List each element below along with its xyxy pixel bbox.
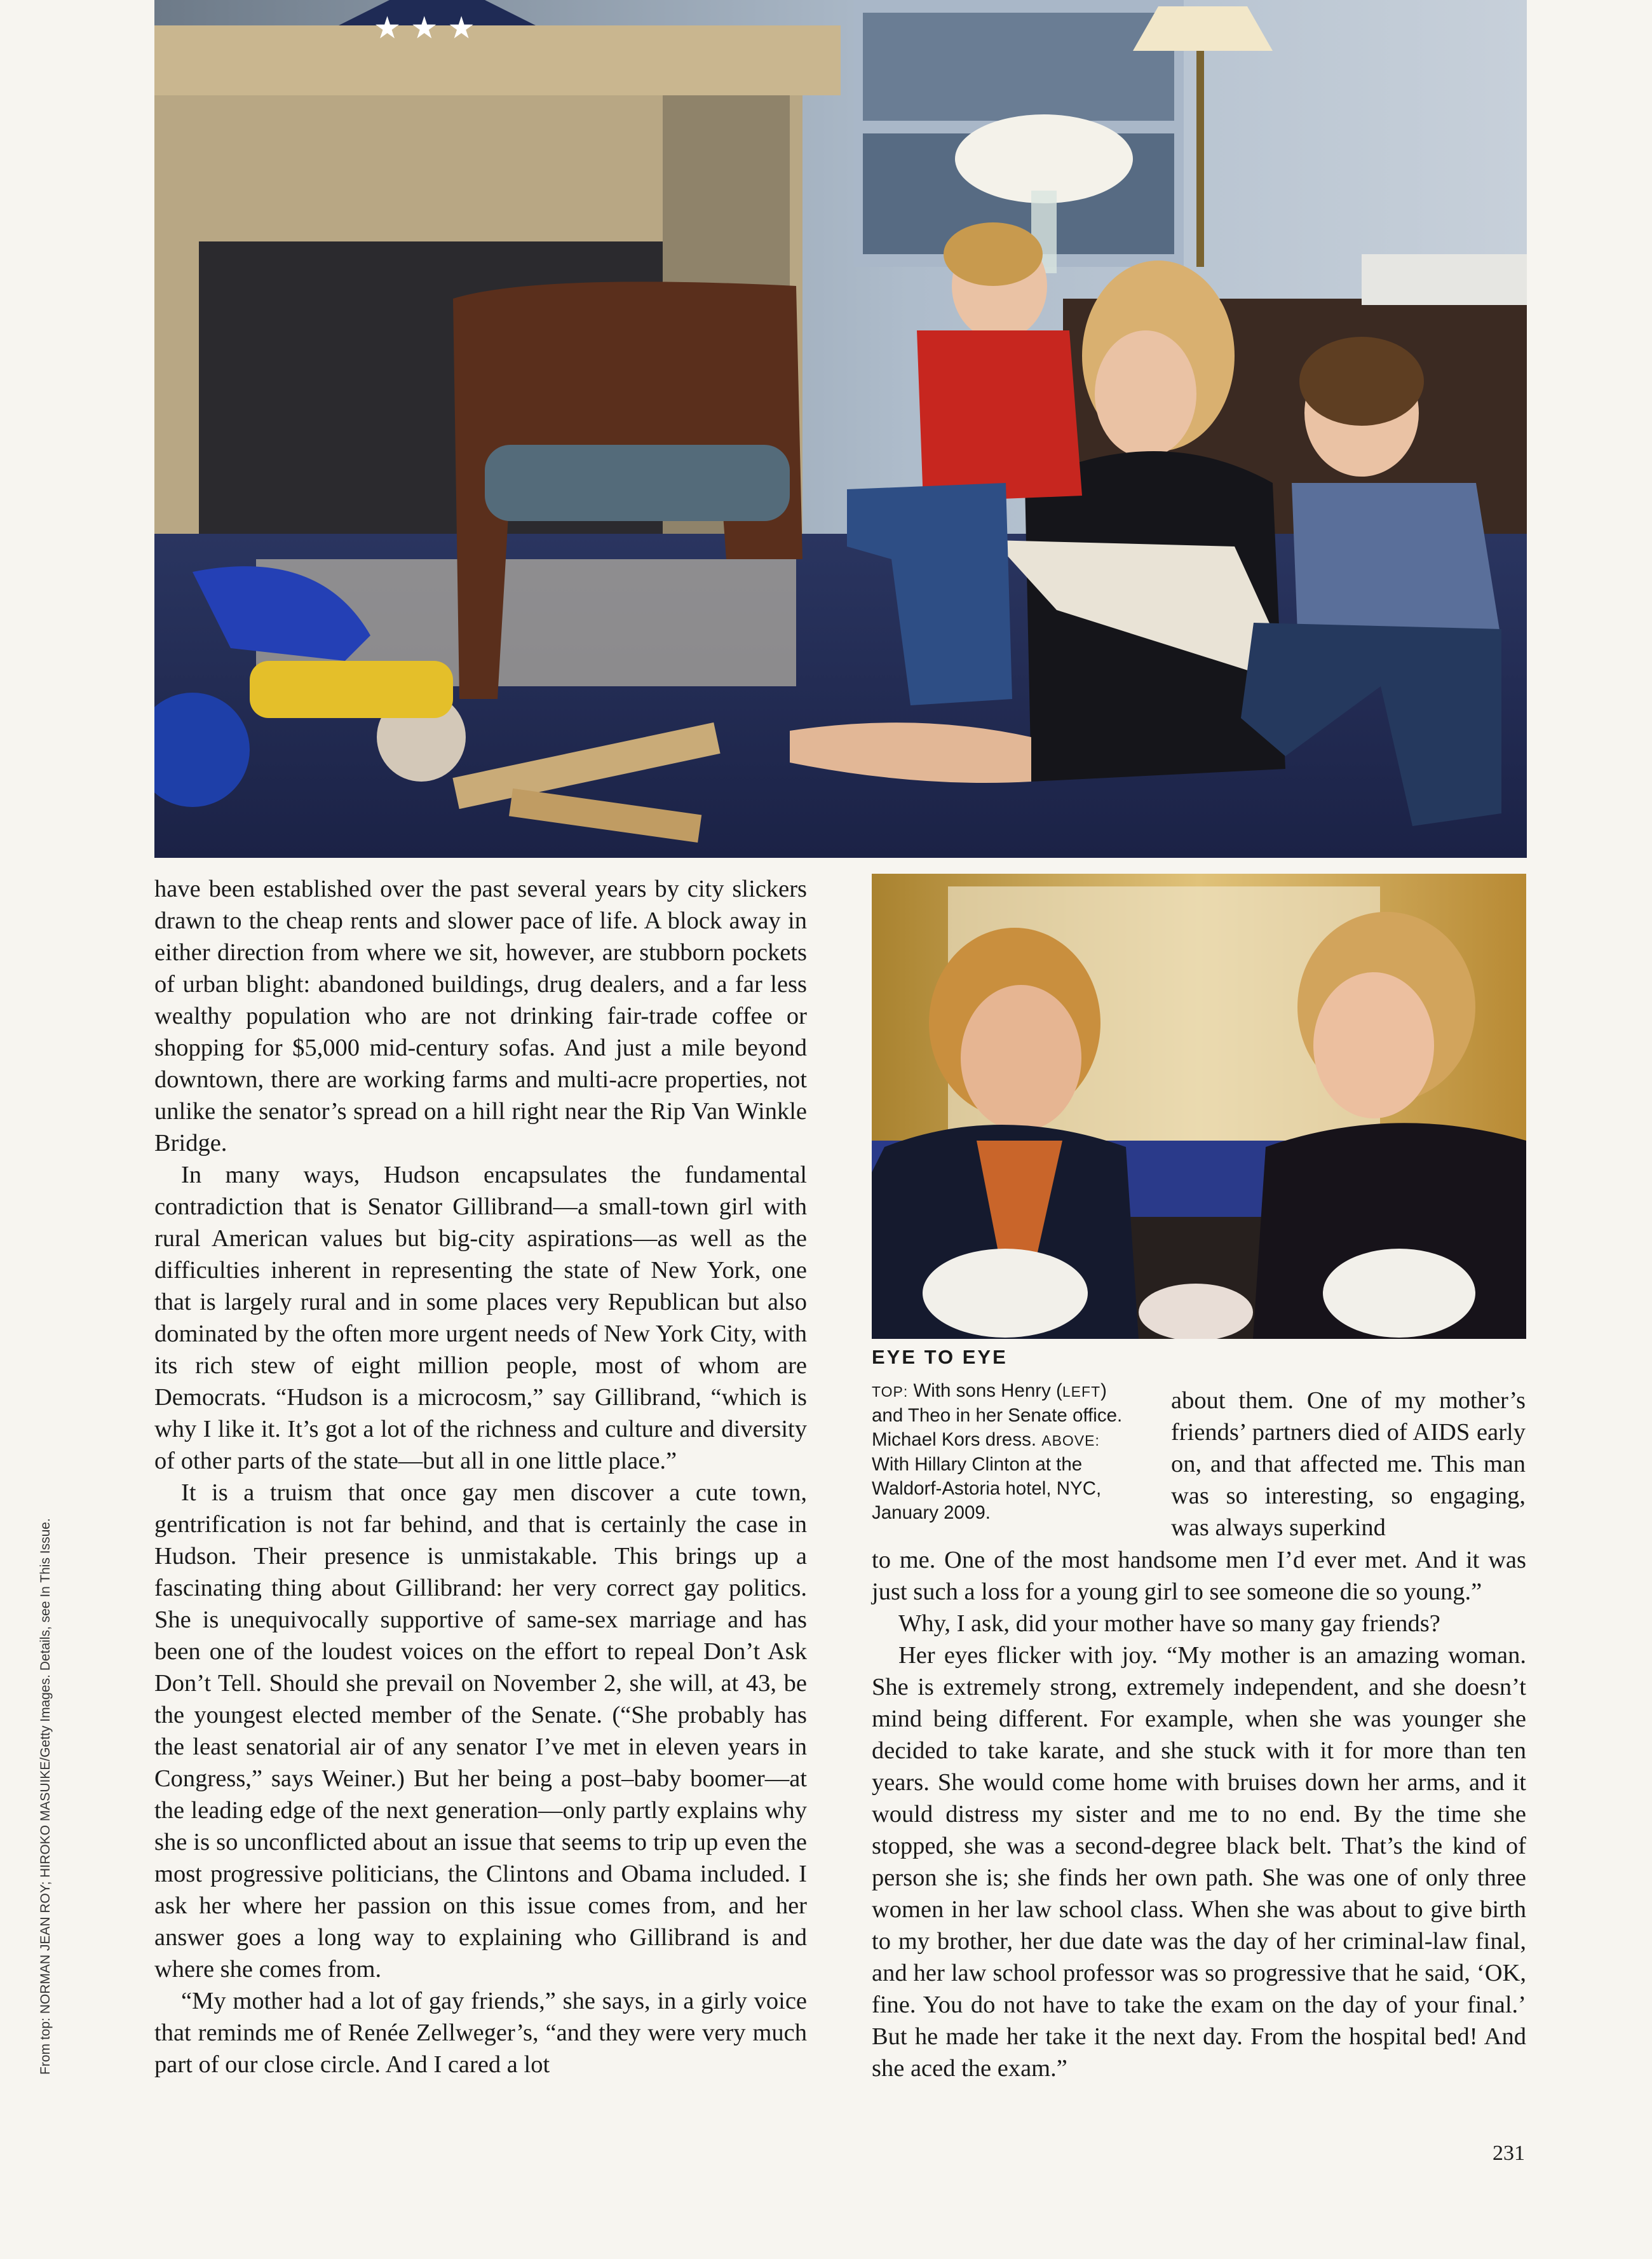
paragraph: have been established over the past several years by city slickers drawn to the cheap rents and slower pace of life. A block away in either direction from where we sit, however, are stubborn pockets of urban blight: abandoned buildings, drug dealers, and a far less wealthy population who are not drinking fair-trade coffee or shopping for $5,000 mid-century sofas. And just a mile beyond downtown, there are working farms and multi-acre properties, not unlike the senator’s spread on a hill right near the Rip Van Winkle Bridge. xyxy=(154,876,807,1157)
paragraph: Why, I ask, did your mother have so many gay friends? xyxy=(898,1610,1440,1637)
caption-above-label: ABOVE: xyxy=(1041,1432,1100,1449)
paragraph: It is a truism that once gay men discover a cute town, gentrification is not far behind, and that is certainly the case in Hudson. Their presence is unmistakable. This brings up a fascinating thing about Gillibrand: her very correct gay politics. She is unequivocally supportive of same-sex marriage and has been one of the loudest voices on the effort to repeal Don’t Ask Don’t Tell. Should she prevail on November 2, she will, at 43, be the youngest elected member of the Senate. (“She probably has the least senatorial air of any senator I’ve met in eleven years in Congress,” says Weiner.) But her being a post–baby boomer—at the leading edge of the next generation—only partly explains why she is so unconflicted about an issue that seems to trip up even the most progressive politicians, the Clintons and Obama included. I ask her where her passion on this issue comes from, and her answer goes a long way to explaining who Gillibrand is and where she comes from. xyxy=(154,1479,807,1983)
top-photo xyxy=(154,0,1527,858)
caption-top-text-1: With sons Henry ( xyxy=(908,1380,1062,1401)
article-right-column xyxy=(872,1544,1526,2084)
paragraph: “My mother had a lot of gay friends,” she says, in a girly voice that reminds me of Renée Zellweger’s, “and they were very much part of our close circle. And I cared a lot xyxy=(154,1988,807,2078)
article-right-beside-caption xyxy=(1171,1385,1526,1543)
inset-photo-art xyxy=(872,874,1526,1339)
photo-credit: From top: NORMAN JEAN ROY; HIROKO MASUIKE/Getty Images. Details, see In This Issue. xyxy=(38,1518,53,2075)
caption-body xyxy=(872,1379,1139,1525)
paragraph: to me. One of the most handsome men I’d ever met. And it was just such a loss for a young girl to see someone die so young.” xyxy=(872,1547,1526,1605)
caption-left-label: LEFT xyxy=(1062,1383,1101,1400)
svg-text:★ ★ ★: ★ ★ ★ xyxy=(374,10,475,46)
paragraph: Her eyes flicker with joy. “My mother is an amazing woman. She is extremely strong, extremely independent, and she doesn’t mind being different. For example, when she was younger she decided to take karate, and she stuck with it for more than ten years. She would come home with bruises down her arms, and it would distress my sister and me to no end. By the time she stopped, she was a second-degree black belt. That’s the kind of person she is; she finds her own path. She was one of only three women in her law school class. When she was about to give birth to my brother, her due date was the day of her criminal-law final, and her law school professor was so progressive that he said, ‘OK, fine. You do not have to take the exam on the day of your final.’ But he made her take it the next day. From the hospital bed! And she aced the exam.” xyxy=(872,1642,1526,2082)
caption-above-text: With Hillary Clinton at the Waldorf-Astoria hotel, NYC, January 2009. xyxy=(872,1454,1102,1523)
paragraph: In many ways, Hudson encapsulates the fundamental contradiction that is Senator Gillibrand—a small-town girl with rural American values but big-city aspirations—as well as the difficulties inherent in representing the state of New York, one that is largely rural and in some places very Republican but also dominated by the often more urgent needs of New York City, with its rich stew of eight million people, most of whom are Democrats. “Hudson is a microcosm,” say Gillibrand, “which is why I like it. It’s got a lot of the richness and culture and diversity of other parts of the state—but all in one little place.” xyxy=(154,1162,807,1474)
top-photo-art xyxy=(154,0,1527,858)
page-number: 231 xyxy=(1493,2141,1525,2165)
caption-top-label: TOP: xyxy=(872,1383,909,1400)
paragraph: about them. One of my mother’s friends’ partners died of AIDS early on, and that affected me. This man was so interesting, so engaging, was always superkind xyxy=(1171,1387,1526,1541)
caption-title: EYE TO EYE xyxy=(872,1346,1008,1368)
article-left-column xyxy=(154,873,807,2080)
caption-top-text-2: ) and Theo in her Senate office. Michael Kors dress. xyxy=(872,1380,1123,1450)
inset-photo xyxy=(872,874,1526,1339)
